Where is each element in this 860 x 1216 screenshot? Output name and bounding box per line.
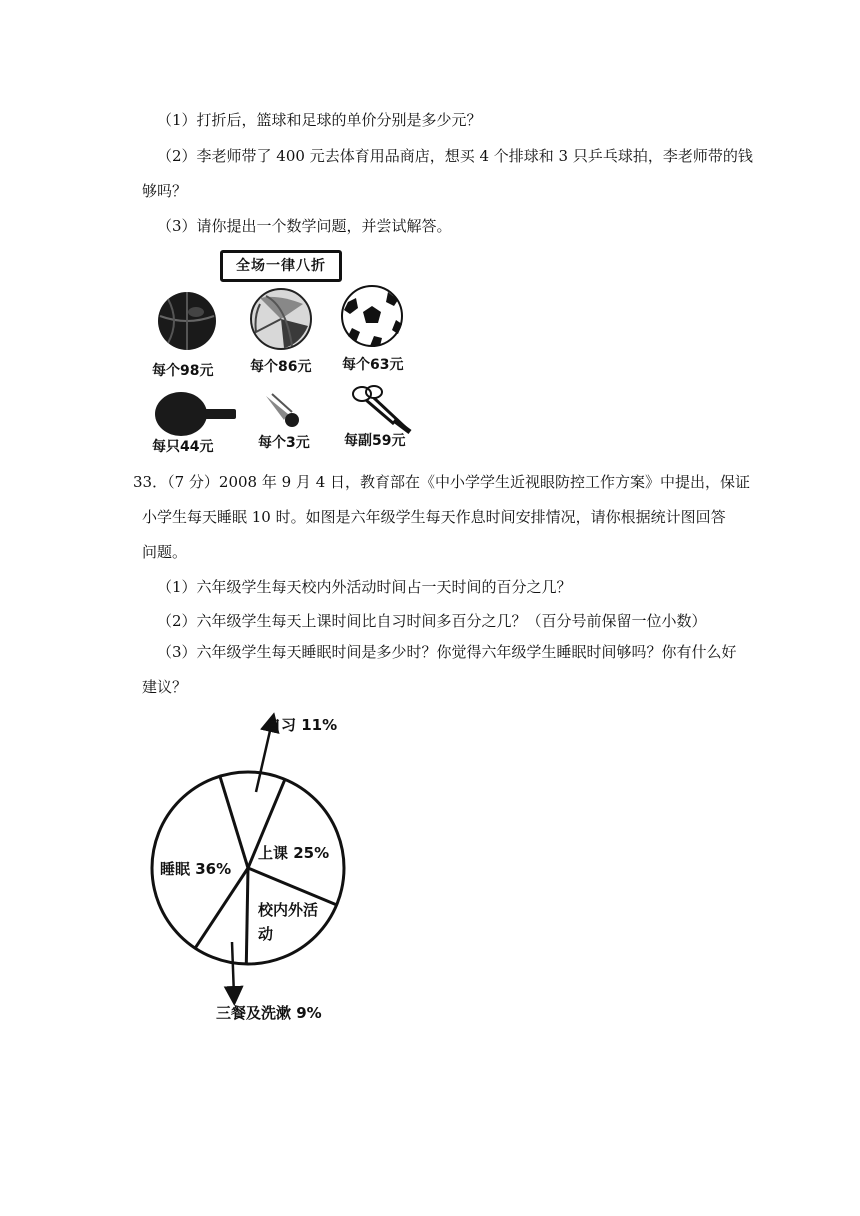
q33-line3: 问题。 (142, 543, 188, 561)
soccer-ball-price: 每个63元 (342, 357, 404, 373)
basketball-icon (156, 290, 218, 352)
sports-shop-figure (148, 244, 420, 456)
volleyball-icon (248, 286, 314, 352)
discount-banner: 全场一律八折 (220, 250, 342, 282)
q32-sub2-line2: 够吗？ (142, 182, 188, 200)
pie-slice-boundary-meals-start (246, 868, 248, 964)
basketball-price: 每个98元 (152, 363, 214, 379)
shuttlecock-icon (262, 392, 306, 432)
slice-label-meals: 三餐及洗漱 9% (216, 1004, 322, 1022)
slice-label-class: 上课 25% (258, 844, 330, 862)
q32-sub2-line1: （2）李老师带了 400 元去体育用品商店，想买 4 个排球和 3 只乒乓球拍，李老师带的钱 (157, 147, 753, 165)
paddle-price: 每只44元 (152, 439, 214, 455)
q33-sub3-line2: 建议？ (142, 678, 188, 696)
ping-pong-paddle-icon (154, 390, 240, 438)
q33-sub3-line1: （3）六年级学生每天睡眠时间是多少时？你觉得六年级学生睡眠时间够吗？你有什么好 (157, 643, 737, 661)
schedule-pie-chart (148, 706, 388, 1026)
badminton-rackets-icon (344, 384, 416, 434)
rackets-price: 每副59元 (344, 433, 406, 449)
soccer-ball-icon (340, 284, 404, 348)
q33-sub2: （2）六年级学生每天上课时间比自习时间多百分之几？（百分号前保留一位小数） (157, 612, 707, 630)
q32-sub1: （1）打折后，篮球和足球的单价分别是多少元？ (157, 111, 482, 129)
q33-line2: 小学生每天睡眠 10 时。如图是六年级学生每天作息时间安排情况，请你根据统计图回答 (142, 508, 726, 526)
shuttlecock-price: 每个3元 (258, 435, 310, 451)
q32-sub3: （3）请你提出一个数学问题，并尝试解答。 (157, 217, 452, 235)
slice-label-self-study: 自习 11% (266, 716, 338, 734)
q33-line1: 33．（7 分）2008 年 9 月 4 日，教育部在《中小学学生近视眼防控工作方案》中提出，保证 (133, 473, 751, 491)
slice-label-sleep: 睡眠 36% (160, 860, 232, 878)
volleyball-price: 每个86元 (250, 359, 312, 375)
q33-sub1: （1）六年级学生每天校内外活动时间占一天时间的百分之几？ (157, 578, 572, 596)
slice-label-activities: 校内外活动 (258, 901, 319, 943)
